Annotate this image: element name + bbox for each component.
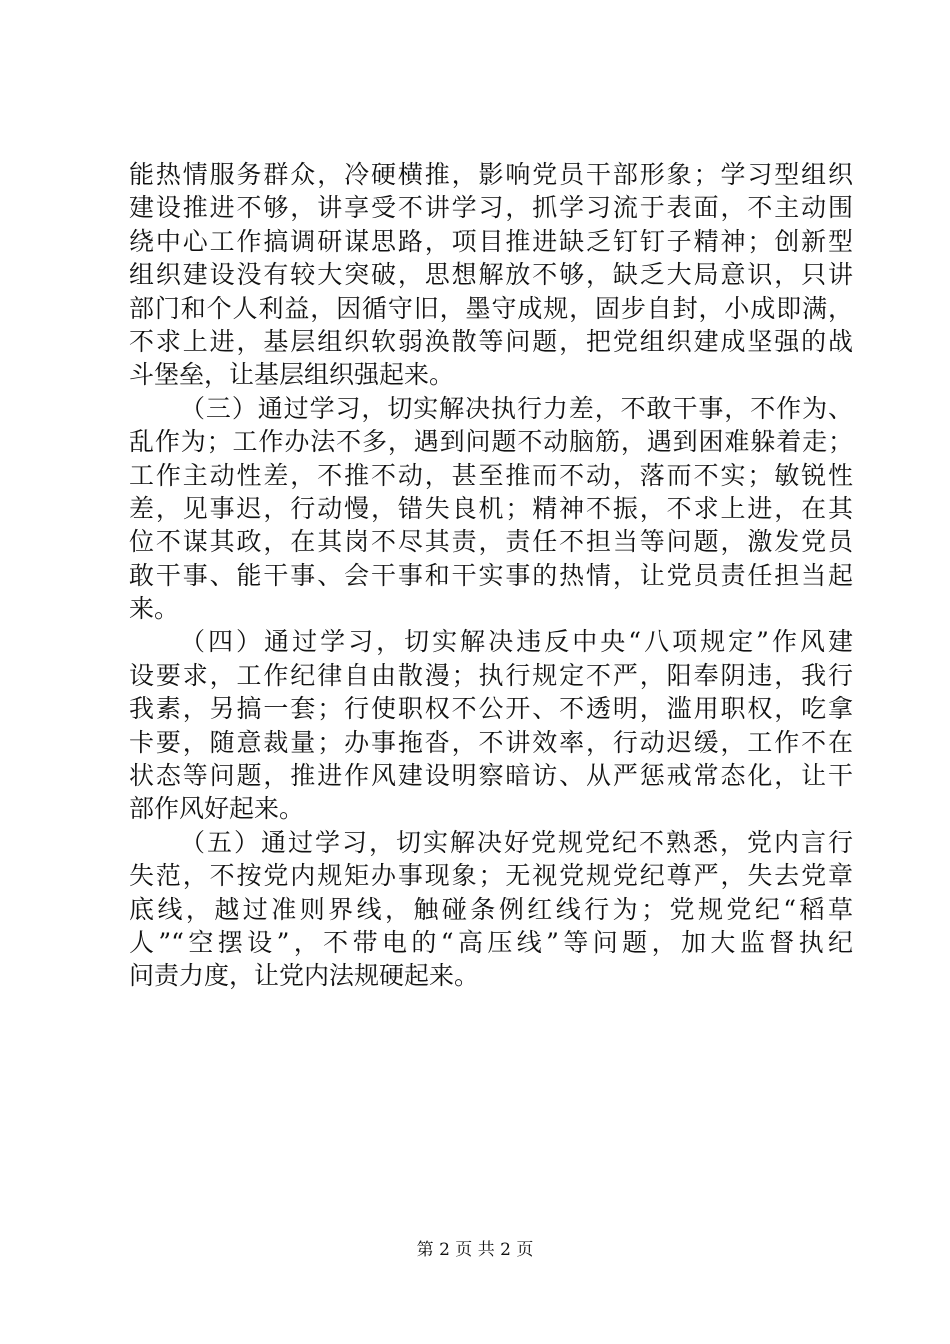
document-body xyxy=(129,158,853,993)
text-line: 卡要，随意裁量；办事拖沓，不讲效率，行动迟缓，工作不在 xyxy=(129,727,853,757)
page-number-footer: 第 2 页 共 2 页 xyxy=(416,1240,534,1260)
text-line: 组织建设没有较大突破，思想解放不够，缺乏大局意识，只讲 xyxy=(129,260,853,290)
text-line: 问责力度，让党内法规硬起来。 xyxy=(129,961,480,991)
text-line: 失范，不按党内规矩办事现象；无视党规党纪尊严，失去党章 xyxy=(129,861,853,891)
text-line: 部作风好起来。 xyxy=(129,794,305,824)
text-line: 设要求，工作纪律自由散漫；执行规定不严，阳奉阴违，我行 xyxy=(129,660,853,690)
paragraph-start-line: （三）通过学习，切实解决执行力差，不敢干事，不作为、 xyxy=(180,393,853,423)
text-line: 位不谋其政，在其岗不尽其责，责任不担当等问题，激发党员 xyxy=(129,527,853,557)
text-line: 我素，另搞一套；行使职权不公开、不透明，滥用职权，吃拿 xyxy=(129,694,853,724)
text-line: 斗堡垒，让基层组织强起来。 xyxy=(129,360,455,390)
text-line: 差，见事迟，行动慢，错失良机；精神不振，不求上进，在其 xyxy=(129,493,853,523)
text-line: 建设推进不够，讲享受不讲学习，抓学习流于表面，不主动围 xyxy=(129,193,853,223)
text-line: 敢干事、能干事、会干事和干实事的热情，让党员责任担当起 xyxy=(129,560,853,590)
text-line: 部门和个人利益，因循守旧，墨守成规，固步自封，小成即满， xyxy=(129,293,853,323)
text-line: 乱作为；工作办法不多，遇到问题不动脑筋，遇到困难躲着走； xyxy=(129,427,853,457)
text-line: 人”“空摆设”，不带电的“高压线”等问题，加大监督执纪 xyxy=(129,927,853,957)
text-line: 不求上进，基层组织软弱涣散等问题，把党组织建成坚强的战 xyxy=(129,326,853,356)
text-line: 状态等问题，推进作风建设明察暗访、从严惩戒常态化，让干 xyxy=(129,761,853,791)
text-line: 底线，越过准则界线，触碰条例红线行为；党规党纪“稻草 xyxy=(129,894,853,924)
text-line: 绕中心工作搞调研谋思路，项目推进缺乏钉钉子精神；创新型 xyxy=(129,226,853,256)
text-line: 来。 xyxy=(129,594,180,624)
paragraph-start-line: （四）通过学习，切实解决违反中央“八项规定”作风建 xyxy=(180,627,853,657)
paragraph-start-line: （五）通过学习，切实解决好党规党纪不熟悉，党内言行 xyxy=(180,827,853,857)
text-line: 能热情服务群众，冷硬横推，影响党员干部形象；学习型组织 xyxy=(129,160,853,189)
text-line: 工作主动性差，不推不动，甚至推而不动，落而不实；敏锐性 xyxy=(129,460,853,490)
